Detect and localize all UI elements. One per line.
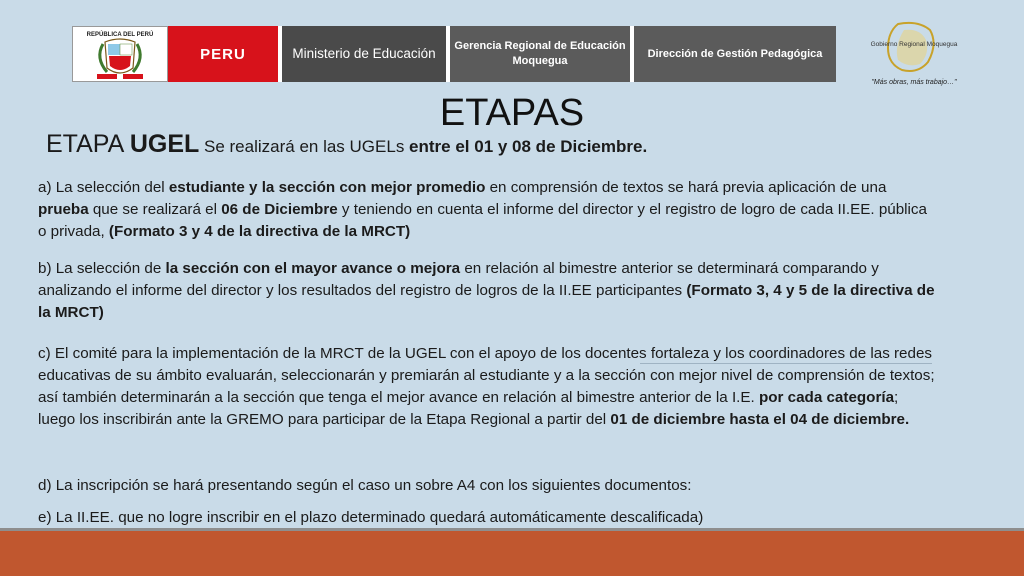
header-banner: [72, 26, 836, 82]
gobierno-logo-name: Gobierno Regional Moquegua: [870, 41, 958, 48]
etapa-dates: entre el 01 y 08 de Diciembre.: [409, 137, 648, 156]
gerencia-label: Gerencia Regional de Educación Moquegua: [450, 26, 630, 82]
peru-coat-of-arms-logo: [72, 26, 168, 82]
ministerio-label: Ministerio de Educación: [282, 26, 446, 82]
slide-title: ETAPAS: [439, 92, 585, 134]
footer-bar: [0, 531, 1024, 576]
separator-line: [640, 363, 932, 364]
etapa-heading: [46, 130, 647, 159]
etapa-ugel-label: UGEL: [129, 130, 200, 158]
etapa-text: Se realizará en las UGELs: [199, 137, 410, 156]
coat-of-arms-icon: [75, 28, 165, 80]
paragraph-c: c) El comité para la implementación de la MRCT de la UGEL con el apoyo de los docentes fortaleza y los coordinadores de las redes educativas de su ámbito evaluarán, seleccionarán y premiarán al estudiante y a la sección con mejor nivel de comprensión de textos; así también determinarán a la sección que tenga el mejor avance en relación al bimestre anterior de la I.E. por cada categoría; luego los inscribirán ante la GREMO para participar de la Etapa Regional a partir del 01 de diciembre hasta el 04 de diciembre.: [38, 345, 935, 428]
paragraph-d: d) La inscripción se hará presentando según el caso un sobre A4 con los siguientes documentos:: [38, 477, 692, 494]
paragraph-b: b) La selección de la sección con el mayor avance o mejora en relación al bimestre anterior se determinará comparando y analizando el informe del director y los resultados del registro de logros de la II.EE participantes (Formato 3, 4 y 5 de la directiva de la MRCT): [38, 260, 935, 321]
gobierno-slogan: "Más obras, más trabajo…": [871, 79, 957, 86]
direccion-label: Dirección de Gestión Pedagógica: [634, 26, 836, 82]
gobierno-regional-logo: [858, 18, 970, 88]
paragraph-e: e) La II.EE. que no logre inscribir en el plazo determinado quedará automáticamente descalificada): [38, 509, 704, 526]
crest-text: REPÚBLICA DEL PERÚ: [86, 32, 154, 38]
peru-label: PERU: [168, 26, 278, 82]
paragraph-a: a) La selección del estudiante y la sección con mejor promedio en comprensión de textos se hará previa aplicación de una prueba que se realizará el 06 de Diciembre y teniendo en cuenta el informe del director y el registro de logro de cada II.EE. pública o privada, (Formato 3 y 4 de la directiva de la MRCT): [38, 179, 927, 240]
etapa-label: ETAPA: [46, 130, 130, 158]
